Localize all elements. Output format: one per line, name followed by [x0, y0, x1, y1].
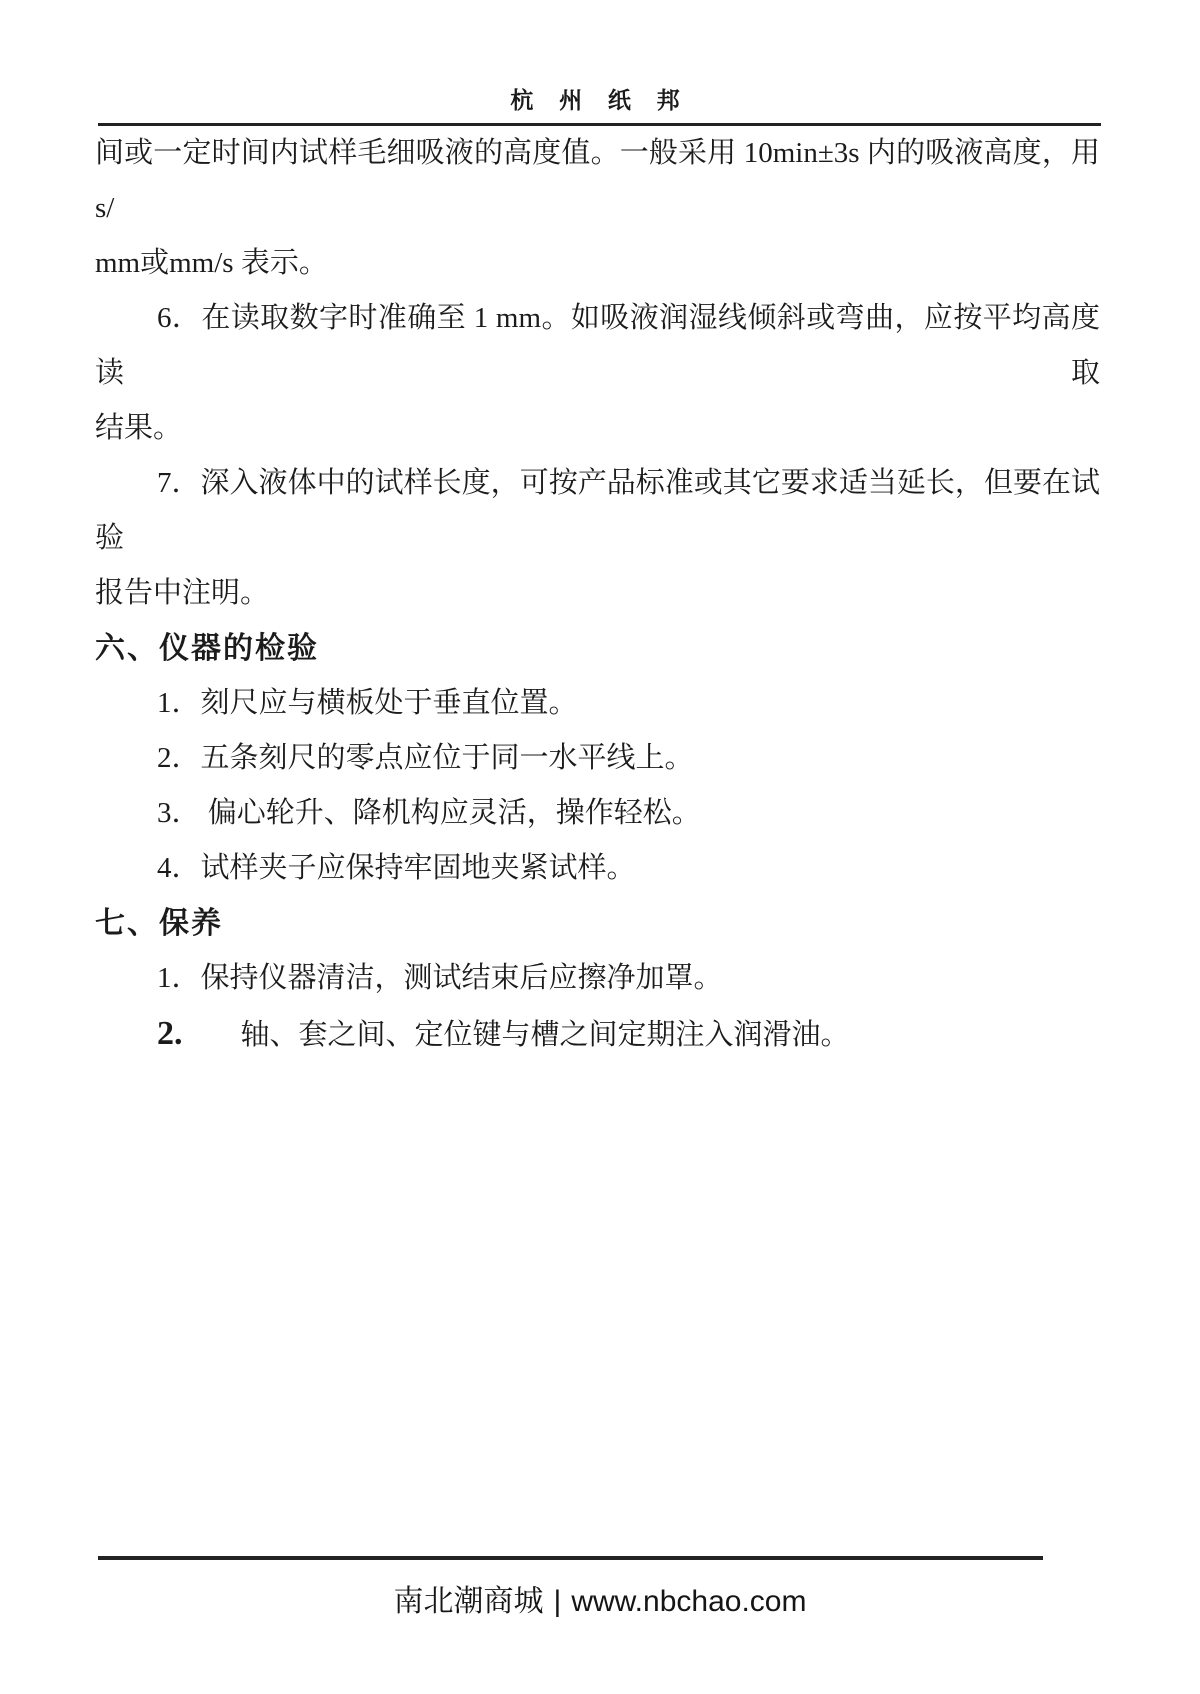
document-body — [95, 126, 1108, 1063]
body-line-item-7-wrap: 报告中注明。 — [95, 577, 270, 609]
body-line-item-6: 6．在读取数字时准确至 1 mm。如吸液润湿线倾斜或弯曲，应按平均高度读取 — [95, 302, 1100, 389]
footer-text — [0, 1576, 1200, 1620]
maintenance-item-2-number: 2. — [157, 1015, 183, 1052]
maintenance-item-2 — [95, 1006, 1100, 1063]
footer-site-name: 南北潮商城 — [393, 1585, 544, 1618]
section-heading-maintenance: 七、保养 — [95, 907, 223, 940]
maintenance-item-1: 1．保持仪器清洁，测试结束后应擦净加罩。 — [157, 962, 723, 994]
body-line-item-7: 7．深入液体中的试样长度，可按产品标准或其它要求适当延长，但要在试验 — [95, 467, 1100, 554]
footer-divider — [98, 1556, 1043, 1560]
body-line-continuation-1: 间或一定时间内试样毛细吸液的高度值。一般采用 10min±3s 内的吸液高度，用 s/ — [95, 137, 1108, 224]
body-line-continuation-2: mm或mm/s 表示。 — [95, 247, 328, 279]
section-heading-inspection: 六、仪器的检验 — [95, 632, 319, 665]
maintenance-item-2-text: 轴、套之间、定位键与槽之间定期注入润滑油。 — [240, 1019, 850, 1051]
inspection-item-3: 3． 偏心轮升、降机构应灵活，操作轻松。 — [157, 797, 701, 829]
inspection-item-4: 4．试样夹子应保持牢固地夹紧试样。 — [157, 852, 636, 884]
footer-separator: | — [553, 1585, 562, 1618]
header-title: 杭 州 纸 邦 — [510, 88, 690, 113]
footer-url: www.nbchao.com — [571, 1585, 807, 1618]
inspection-item-1: 1．刻尺应与横板处于垂直位置。 — [157, 687, 578, 719]
inspection-item-2: 2．五条刻尺的零点应位于同一水平线上。 — [157, 742, 694, 774]
body-line-item-6-wrap: 结果。 — [95, 412, 183, 444]
